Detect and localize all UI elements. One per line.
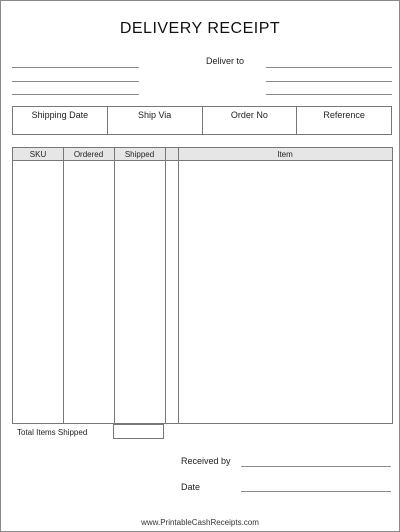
sender-address-line-1[interactable]	[12, 67, 139, 68]
page-title: DELIVERY RECEIPT	[119, 20, 281, 37]
shipping-info-box	[12, 106, 392, 135]
sender-address-line-3[interactable]	[12, 94, 139, 95]
ship-via-cell[interactable]: Ship Via	[108, 107, 203, 134]
order-no-cell[interactable]: Order No	[203, 107, 298, 134]
date-label: Date	[181, 482, 201, 492]
ordered-column[interactable]	[63, 148, 64, 423]
item-header: Item	[178, 148, 392, 161]
received-by-line[interactable]	[241, 466, 391, 467]
deliver-to-line-3[interactable]	[266, 94, 392, 95]
item-column[interactable]	[178, 148, 179, 423]
date-line[interactable]	[241, 491, 391, 492]
shipping-date-cell[interactable]: Shipping Date	[13, 107, 108, 134]
reference-cell[interactable]: Reference	[323, 110, 365, 120]
deliver-to-line-1[interactable]	[266, 67, 392, 68]
shipped-column[interactable]	[114, 148, 115, 423]
deliver-to-line-2[interactable]	[266, 81, 392, 82]
spacer-column	[165, 148, 166, 423]
sender-address-line-2[interactable]	[12, 81, 139, 82]
received-by-label: Received by	[181, 456, 231, 466]
footer-website[interactable]: www.PrintableCashReceipts.com	[141, 518, 259, 527]
spacer-header	[165, 148, 178, 161]
items-table	[12, 147, 393, 424]
shipped-header: Shipped	[114, 148, 165, 161]
total-items-label: Total Items Shipped	[17, 428, 88, 437]
sku-header: SKU	[13, 148, 63, 161]
ordered-header: Ordered	[63, 148, 114, 161]
deliver-to-label: Deliver to	[205, 56, 244, 66]
total-items-field[interactable]	[113, 424, 164, 439]
